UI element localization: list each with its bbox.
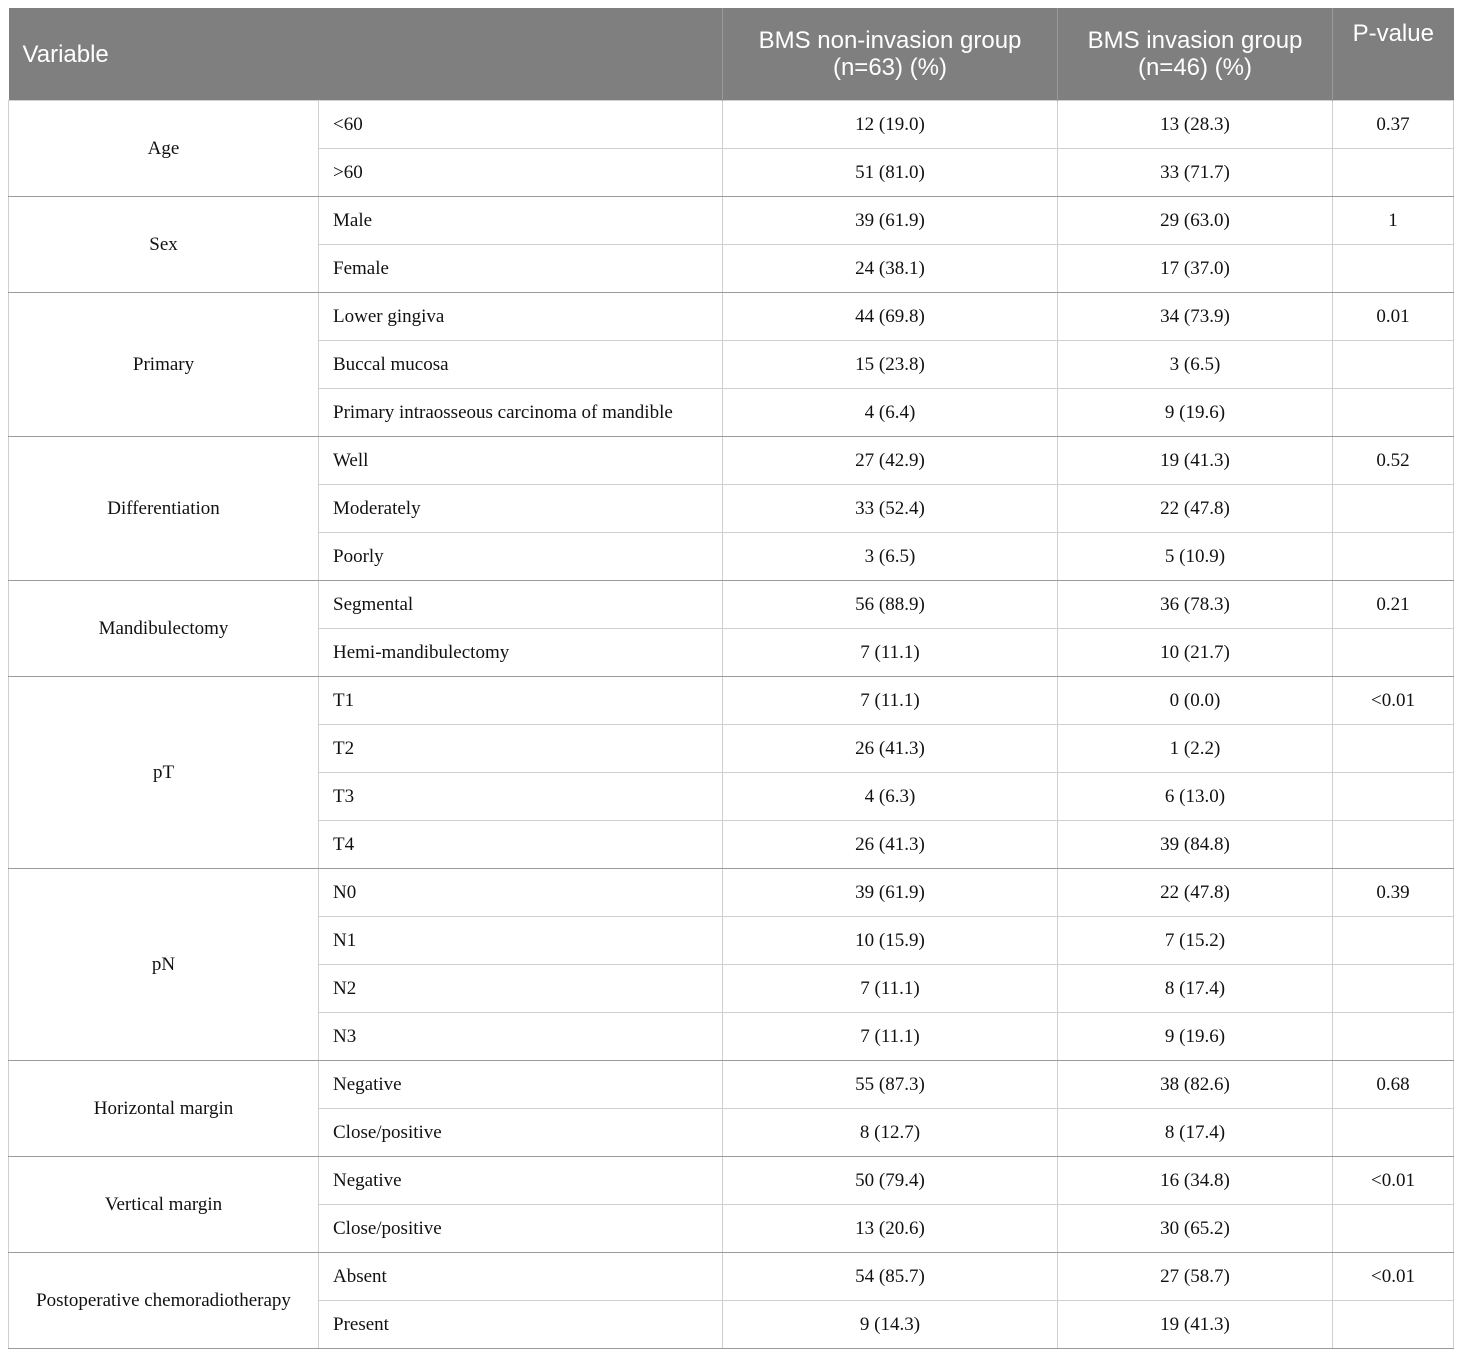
non-invasion-value-cell: 3 (6.5): [723, 533, 1058, 581]
table-header: [9, 8, 1454, 101]
category-cell: T4: [319, 821, 723, 869]
invasion-value-cell: 8 (17.4): [1058, 1109, 1333, 1157]
category-cell: Buccal mucosa: [319, 341, 723, 389]
category-cell: N1: [319, 917, 723, 965]
table-row: [9, 1061, 1454, 1109]
p-value-empty-cell: [1333, 629, 1454, 677]
variable-name-cell: Horizontal margin: [9, 1061, 319, 1157]
table-row: [9, 677, 1454, 725]
non-invasion-value-cell: 8 (12.7): [723, 1109, 1058, 1157]
invasion-value-cell: 0 (0.0): [1058, 677, 1333, 725]
p-value-empty-cell: [1333, 485, 1454, 533]
table-row: [9, 293, 1454, 341]
category-cell: Absent: [319, 1253, 723, 1301]
category-cell: Primary intraosseous carcinoma of mandible: [319, 389, 723, 437]
table-row: [9, 437, 1454, 485]
non-invasion-value-cell: 13 (20.6): [723, 1205, 1058, 1253]
invasion-value-cell: 8 (17.4): [1058, 965, 1333, 1013]
category-cell: >60: [319, 149, 723, 197]
header-row: [9, 8, 1454, 101]
variable-name-cell: pT: [9, 677, 319, 869]
category-cell: Male: [319, 197, 723, 245]
non-invasion-value-cell: 7 (11.1): [723, 1013, 1058, 1061]
invasion-value-cell: 22 (47.8): [1058, 869, 1333, 917]
non-invasion-value-cell: 7 (11.1): [723, 629, 1058, 677]
p-value-cell: 1: [1333, 197, 1454, 245]
non-invasion-value-cell: 50 (79.4): [723, 1157, 1058, 1205]
invasion-value-cell: 5 (10.9): [1058, 533, 1333, 581]
category-cell: N2: [319, 965, 723, 1013]
p-value-empty-cell: [1333, 917, 1454, 965]
invasion-value-cell: 34 (73.9): [1058, 293, 1333, 341]
invasion-value-cell: 7 (15.2): [1058, 917, 1333, 965]
invasion-value-cell: 38 (82.6): [1058, 1061, 1333, 1109]
non-invasion-value-cell: 39 (61.9): [723, 197, 1058, 245]
invasion-value-cell: 9 (19.6): [1058, 389, 1333, 437]
variable-name-cell: Primary: [9, 293, 319, 437]
category-cell: Close/positive: [319, 1109, 723, 1157]
category-cell: Present: [319, 1301, 723, 1349]
category-cell: Negative: [319, 1061, 723, 1109]
category-cell: <60: [319, 101, 723, 149]
non-invasion-value-cell: 15 (23.8): [723, 341, 1058, 389]
non-invasion-value-cell: 55 (87.3): [723, 1061, 1058, 1109]
category-cell: Lower gingiva: [319, 293, 723, 341]
p-value-empty-cell: [1333, 341, 1454, 389]
invasion-value-cell: 9 (19.6): [1058, 1013, 1333, 1061]
non-invasion-value-cell: 33 (52.4): [723, 485, 1058, 533]
non-invasion-value-cell: 27 (42.9): [723, 437, 1058, 485]
non-invasion-value-cell: 44 (69.8): [723, 293, 1058, 341]
invasion-value-cell: 10 (21.7): [1058, 629, 1333, 677]
invasion-value-cell: 17 (37.0): [1058, 245, 1333, 293]
non-invasion-value-cell: 54 (85.7): [723, 1253, 1058, 1301]
p-value-cell: 0.39: [1333, 869, 1454, 917]
table-row: [9, 101, 1454, 149]
header-non-invasion-group: BMS non-invasion group (n=63) (%): [723, 8, 1058, 101]
p-value-empty-cell: [1333, 533, 1454, 581]
p-value-cell: 0.01: [1333, 293, 1454, 341]
p-value-empty-cell: [1333, 1301, 1454, 1349]
non-invasion-value-cell: 39 (61.9): [723, 869, 1058, 917]
p-value-empty-cell: [1333, 1109, 1454, 1157]
patient-characteristics-table: [8, 8, 1454, 1349]
category-cell: Negative: [319, 1157, 723, 1205]
non-invasion-value-cell: 26 (41.3): [723, 725, 1058, 773]
invasion-value-cell: 29 (63.0): [1058, 197, 1333, 245]
variable-name-cell: Sex: [9, 197, 319, 293]
p-value-empty-cell: [1333, 245, 1454, 293]
non-invasion-value-cell: 4 (6.4): [723, 389, 1058, 437]
p-value-cell: <0.01: [1333, 1253, 1454, 1301]
invasion-value-cell: 6 (13.0): [1058, 773, 1333, 821]
invasion-value-cell: 33 (71.7): [1058, 149, 1333, 197]
p-value-cell: 0.52: [1333, 437, 1454, 485]
invasion-value-cell: 30 (65.2): [1058, 1205, 1333, 1253]
p-value-cell: <0.01: [1333, 1157, 1454, 1205]
header-p-value: P-value: [1333, 8, 1454, 101]
invasion-value-cell: 27 (58.7): [1058, 1253, 1333, 1301]
category-cell: Poorly: [319, 533, 723, 581]
non-invasion-value-cell: 7 (11.1): [723, 677, 1058, 725]
non-invasion-value-cell: 51 (81.0): [723, 149, 1058, 197]
p-value-empty-cell: [1333, 773, 1454, 821]
invasion-value-cell: 3 (6.5): [1058, 341, 1333, 389]
category-cell: N0: [319, 869, 723, 917]
invasion-value-cell: 19 (41.3): [1058, 1301, 1333, 1349]
variable-name-cell: Differentiation: [9, 437, 319, 581]
invasion-value-cell: 22 (47.8): [1058, 485, 1333, 533]
category-cell: T2: [319, 725, 723, 773]
p-value-empty-cell: [1333, 965, 1454, 1013]
invasion-value-cell: 36 (78.3): [1058, 581, 1333, 629]
variable-name-cell: Postoperative chemoradiotherapy: [9, 1253, 319, 1349]
p-value-cell: <0.01: [1333, 677, 1454, 725]
variable-name-cell: Mandibulectomy: [9, 581, 319, 677]
p-value-empty-cell: [1333, 389, 1454, 437]
non-invasion-value-cell: 26 (41.3): [723, 821, 1058, 869]
invasion-value-cell: 19 (41.3): [1058, 437, 1333, 485]
p-value-cell: 0.68: [1333, 1061, 1454, 1109]
category-cell: N3: [319, 1013, 723, 1061]
p-value-cell: 0.37: [1333, 101, 1454, 149]
p-value-empty-cell: [1333, 725, 1454, 773]
category-cell: Segmental: [319, 581, 723, 629]
p-value-empty-cell: [1333, 149, 1454, 197]
table-row: [9, 1157, 1454, 1205]
category-cell: Well: [319, 437, 723, 485]
header-invasion-group: BMS invasion group (n=46) (%): [1058, 8, 1333, 101]
non-invasion-value-cell: 9 (14.3): [723, 1301, 1058, 1349]
category-cell: Moderately: [319, 485, 723, 533]
variable-name-cell: pN: [9, 869, 319, 1061]
p-value-empty-cell: [1333, 1013, 1454, 1061]
category-cell: Close/positive: [319, 1205, 723, 1253]
non-invasion-value-cell: 12 (19.0): [723, 101, 1058, 149]
invasion-value-cell: 39 (84.8): [1058, 821, 1333, 869]
table-row: [9, 197, 1454, 245]
non-invasion-value-cell: 56 (88.9): [723, 581, 1058, 629]
table-row: [9, 581, 1454, 629]
non-invasion-value-cell: 24 (38.1): [723, 245, 1058, 293]
p-value-empty-cell: [1333, 1205, 1454, 1253]
category-cell: Female: [319, 245, 723, 293]
non-invasion-value-cell: 10 (15.9): [723, 917, 1058, 965]
table-row: [9, 869, 1454, 917]
p-value-empty-cell: [1333, 821, 1454, 869]
p-value-cell: 0.21: [1333, 581, 1454, 629]
variable-name-cell: Age: [9, 101, 319, 197]
invasion-value-cell: 13 (28.3): [1058, 101, 1333, 149]
category-cell: T3: [319, 773, 723, 821]
category-cell: Hemi-mandibulectomy: [319, 629, 723, 677]
non-invasion-value-cell: 4 (6.3): [723, 773, 1058, 821]
category-cell: T1: [319, 677, 723, 725]
header-variable: Variable: [9, 8, 723, 101]
non-invasion-value-cell: 7 (11.1): [723, 965, 1058, 1013]
variable-name-cell: Vertical margin: [9, 1157, 319, 1253]
invasion-value-cell: 1 (2.2): [1058, 725, 1333, 773]
table-row: [9, 1253, 1454, 1301]
table-body: [9, 101, 1454, 1349]
invasion-value-cell: 16 (34.8): [1058, 1157, 1333, 1205]
